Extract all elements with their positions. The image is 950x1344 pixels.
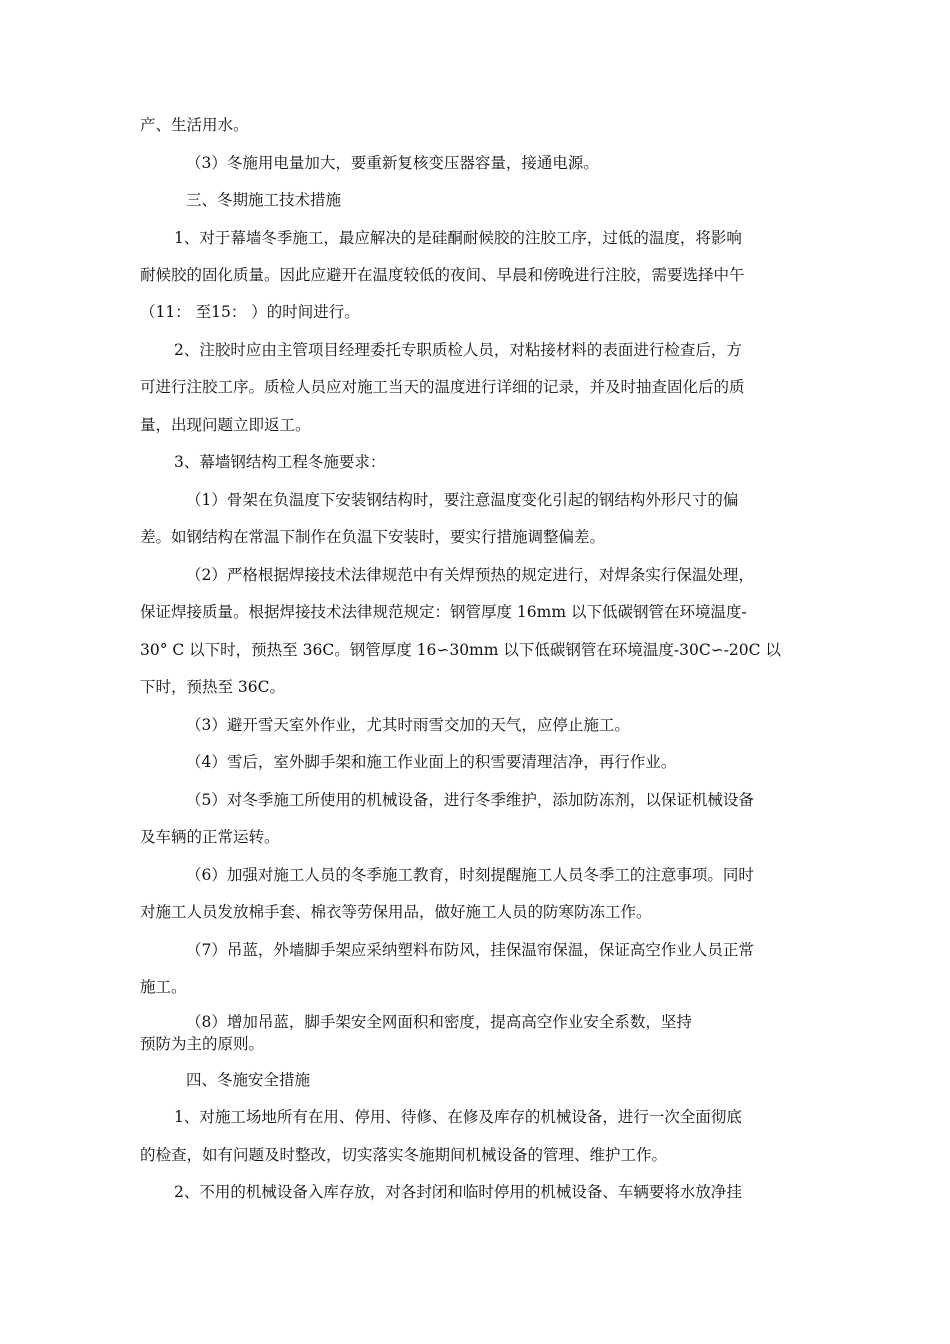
text-line: 可进行注胶工序。质检人员应对施工当天的温度进行详细的记录，并及时抽查固化后的质: [140, 378, 745, 396]
text-line: （1）骨架在负温度下安装钢结构时，要注意温度变化引起的钢结构外形尺寸的偏: [186, 491, 739, 509]
text-line: （11： 至15： ）的时间进行。: [140, 303, 360, 321]
text-line: （3）冬施用电量加大，要重新复核变压器容量，接通电源。: [186, 154, 599, 172]
text-line: （2）严格根据焊接技术法律规范中有关焊预热的规定进行，对焊条实行保温处理，: [186, 566, 754, 584]
text-line: 30° C 以下时，预热至 36C。钢管厚度 16∽30mm 以下低碳钢管在环境温度-30C∽-20C 以: [140, 641, 781, 659]
text-line: （3）避开雪天室外作业，尤其时雨雪交加的天气，应停止施工。: [186, 716, 630, 734]
text-line: 耐候胶的固化质量。因此应避开在温度较低的夜间、早晨和傍晚进行注胶，需要选择中午: [140, 266, 745, 284]
text-line: （4）雪后，室外脚手架和施工作业面上的积雪要清理洁净，再行作业。: [186, 753, 677, 771]
section-heading: 四、冬施安全措施: [186, 1071, 311, 1089]
text-line: 2、注胶时应由主管项目经理委托专职质检人员，对粘接材料的表面进行检查后，方: [174, 341, 742, 359]
text-line: 差。如钢结构在常温下制作在负温下安装时，要实行措施调整偏差。: [140, 528, 606, 546]
text-line: （5）对冬季施工所使用的机械设备，进行冬季维护，添加防冻剂，以保证机械设备: [186, 791, 754, 809]
text-line: 施工。: [140, 978, 187, 996]
text-line: 产、生活用水。: [140, 116, 249, 134]
text-line: 1、对于幕墙冬季施工，最应解决的是硅酮耐候胶的注胶工序，过低的温度，将影响: [174, 229, 742, 247]
text-line: 保证焊接质量。根据焊接技术法律规范规定：钢管厚度 16mm 以下低碳钢管在环境温度-: [140, 603, 747, 621]
text-line: 1、对施工场地所有在用、停用、待修、在修及库存的机械设备，进行一次全面彻底: [174, 1108, 742, 1126]
section-heading: 三、冬期施工技术措施: [186, 191, 342, 209]
text-line: 对施工人员发放棉手套、棉衣等劳保用品，做好施工人员的防寒防冻工作。: [140, 903, 652, 921]
text-line: 2、不用的机械设备入库存放，对各封闭和临时停用的机械设备、车辆要将水放净挂: [174, 1183, 742, 1201]
subsection-heading: 3、幕墙钢结构工程冬施要求：: [174, 453, 386, 471]
text-line: （7）吊蓝，外墙脚手架应采纳塑料布防风，挂保温帘保温，保证高空作业人员正常: [186, 941, 754, 959]
text-line: （8）增加吊蓝，脚手架安全网面积和密度，提高高空作业安全系数，坚持: [186, 1013, 692, 1031]
text-line: 及车辆的正常运转。: [140, 828, 280, 846]
text-line: （6）加强对施工人员的冬季施工教育，时刻提醒施工人员冬季工的注意事项。同时: [186, 866, 754, 884]
text-line: 预防为主的原则。: [140, 1035, 265, 1053]
text-line: 量，出现问题立即返工。: [140, 416, 311, 434]
text-line: 下时，预热至 36C。: [140, 678, 286, 696]
text-line: 的检查，如有问题及时整改，切实落实冬施期间机械设备的管理、维护工作。: [140, 1146, 668, 1164]
